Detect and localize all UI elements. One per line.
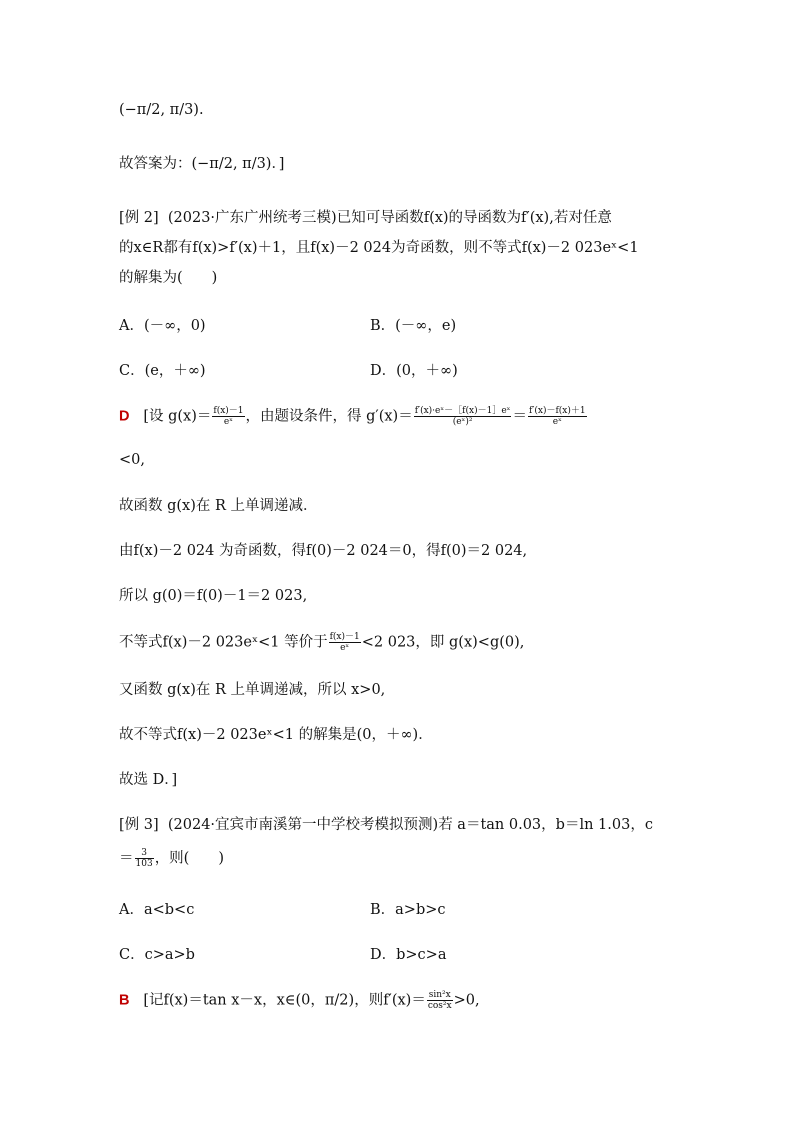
- ex3-source: (2024·宜宾市南溪第一中学校考模拟预测): [167, 817, 439, 833]
- ex2-sol1-text-b: ，由题设条件，得 g′(x)＝: [245, 408, 413, 425]
- ex2-sol6-fraction: [329, 632, 361, 653]
- ex2-option-a: A．(－∞，0): [119, 318, 206, 334]
- ex2-solution-3: 故函数 g(x)在 R 上单调递减．: [119, 498, 318, 514]
- ex3-option-c: C．c>a>b: [119, 947, 195, 963]
- fraction-numerator: f(x)－1: [213, 406, 244, 416]
- ex3-option-a: A．a<b<c: [119, 902, 195, 918]
- fraction-numerator: 3: [135, 848, 154, 859]
- ex2-answer-letter: D: [119, 408, 130, 425]
- fraction-numerator: sin²x: [428, 990, 451, 1000]
- ex3-line1: [119, 815, 653, 835]
- ex2-option-d: D．(0，＋∞): [370, 363, 458, 379]
- ex3-q2-equals: ＝: [119, 850, 134, 867]
- ex2-solution-5: 所以 g(0)＝f(0)－1＝2 023,: [119, 588, 308, 604]
- ex2-sol1-text-a: [设 g(x)＝: [143, 408, 212, 425]
- fraction-numerator: f(x)－1: [329, 632, 360, 642]
- ex2-option-b: B．(－∞，e): [370, 318, 457, 334]
- ex2-line3: 的解集为( ): [119, 270, 218, 286]
- ex2-source: (2023·广东广州统考三模): [167, 210, 337, 226]
- ex2-solution-7: 又函数 g(x)在 R 上单调递减，所以 x>0,: [119, 682, 386, 698]
- ex2-solution-6: [119, 632, 524, 653]
- fraction-denominator: eˣ: [340, 643, 350, 653]
- fraction-numerator: f′(x)－f(x)＋1: [528, 406, 586, 416]
- ex3-fraction: [135, 848, 154, 869]
- ex3-tag: [例 3]: [119, 817, 159, 833]
- ex2-sol6-text-a: 不等式f(x)－2 023eˣ<1 等价于: [119, 634, 328, 651]
- ex3-solution-1: [119, 990, 480, 1011]
- ex2-sol1-equals: ＝: [512, 408, 527, 425]
- ex2-sol1-fraction: [212, 406, 244, 427]
- interval-line: (−π/2, π/3).: [119, 102, 204, 118]
- ex2-sol1-fraction-2: [414, 406, 512, 427]
- ex2-sol6-text-b: <2 023，即 g(x)<g(0),: [361, 634, 525, 651]
- ex2-solution-8: 故不等式f(x)－2 023eˣ<1 的解集是(0，＋∞)．: [119, 727, 433, 743]
- ex2-line1: [119, 208, 612, 228]
- answer-interval: (−π/2, π/3)．]: [191, 156, 285, 172]
- fraction-denominator: 103: [135, 859, 153, 869]
- ex2-option-c: C．(e，＋∞): [119, 363, 206, 379]
- ex2-solution-2: <0,: [119, 452, 145, 468]
- fraction-denominator: eˣ: [552, 417, 562, 427]
- ex2-solution-4: 由f(x)－2 024 为奇函数，得f(0)－2 024＝0，得f(0)＝2 024,: [119, 543, 528, 559]
- ex3-q2-text: ，则( ): [154, 850, 225, 867]
- ex3-line2: [119, 848, 224, 869]
- ex2-tag: [例 2]: [119, 210, 159, 226]
- ex3-question-1: 若 a＝tan 0.03，b＝ln 1.03，c: [438, 817, 653, 833]
- ex3-sol1-text-a: [记f(x)＝tan x－x，x∈(0，π/2)，则f′(x)＝: [143, 992, 426, 1009]
- fraction-denominator: eˣ: [223, 417, 233, 427]
- ex2-line2: 的x∈R都有f(x)>f′(x)＋1，且f(x)－2 024为奇函数，则不等式f(x)－2 023eˣ<1: [119, 240, 639, 256]
- ex3-sol1-fraction: [427, 990, 453, 1011]
- fraction-denominator: cos²x: [427, 1001, 452, 1011]
- ex3-option-d: D．b>c>a: [370, 947, 447, 963]
- ex3-option-b: B．a>b>c: [370, 902, 446, 918]
- ex3-answer-letter: B: [119, 992, 130, 1009]
- answer-line: [119, 154, 284, 174]
- ex3-sol1-text-b: >0,: [453, 992, 480, 1009]
- ex2-sol1-fraction-3: [528, 406, 587, 427]
- ex2-question-1: 已知可导函数f(x)的导函数为f′(x),若对任意: [336, 210, 612, 226]
- ex2-solution-9: 故选 D．]: [119, 772, 178, 788]
- ex2-solution-1: [119, 406, 588, 427]
- fraction-numerator: f′(x)·eˣ－［f(x)－1］eˣ: [414, 406, 511, 416]
- answer-prefix: 故答案为：: [119, 156, 192, 172]
- fraction-denominator: (eˣ)²: [452, 417, 473, 427]
